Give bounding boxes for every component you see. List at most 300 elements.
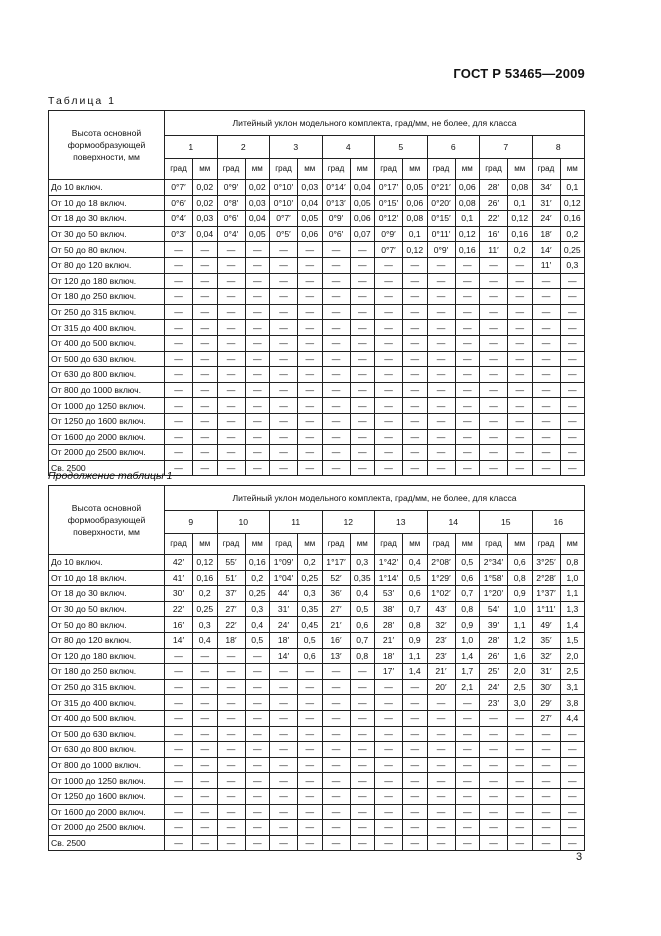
unit-header-degrees: град [165, 534, 193, 555]
table-row [49, 445, 585, 461]
slope-mm-cell: — [455, 773, 480, 789]
slope-degrees-cell: 11′ [480, 242, 508, 258]
slope-mm-cell: 0,03 [193, 211, 218, 227]
unit-header-degrees: град [375, 159, 403, 180]
slope-degrees-cell: — [427, 804, 455, 820]
slope-degrees-cell: — [427, 710, 455, 726]
slope-mm-cell: — [508, 367, 533, 383]
slope-mm-cell: — [298, 695, 323, 711]
slope-mm-cell: — [350, 835, 375, 851]
class-header: 13 [375, 511, 428, 534]
slope-degrees-cell: 36′ [322, 586, 350, 602]
slope-mm-cell: — [455, 695, 480, 711]
slope-table-classes-9-16 [48, 485, 585, 851]
slope-degrees-cell: 3°25′ [532, 555, 560, 571]
slope-degrees-cell: 0°3′ [165, 226, 193, 242]
slope-degrees-cell: — [532, 398, 560, 414]
slope-mm-cell: — [455, 710, 480, 726]
slope-degrees-cell: 28′ [480, 632, 508, 648]
row-label: От 10 до 18 включ. [49, 570, 165, 586]
slope-mm-cell: 0,16 [193, 570, 218, 586]
slope-mm-cell: 0,8 [350, 648, 375, 664]
slope-mm-cell: 0,02 [193, 180, 218, 196]
slope-degrees-cell: — [270, 289, 298, 305]
slope-mm-cell: — [560, 398, 585, 414]
slope-mm-cell: — [455, 835, 480, 851]
slope-degrees-cell: — [480, 289, 508, 305]
slope-degrees-cell: 23′ [427, 648, 455, 664]
slope-mm-cell: — [403, 820, 428, 836]
slope-degrees-cell: — [427, 289, 455, 305]
unit-header-degrees: град [322, 159, 350, 180]
slope-degrees-cell: 18′ [532, 226, 560, 242]
slope-mm-cell: 0,08 [403, 211, 428, 227]
table-row [49, 679, 585, 695]
slope-degrees-cell: — [480, 804, 508, 820]
row-label: Св. 2500 [49, 835, 165, 851]
slope-mm-cell: 0,1 [403, 226, 428, 242]
slope-degrees-cell: — [480, 304, 508, 320]
slope-mm-cell: — [245, 835, 270, 851]
slope-degrees-cell: — [480, 710, 508, 726]
slope-mm-cell: 0,07 [350, 226, 375, 242]
slope-degrees-cell: — [427, 335, 455, 351]
slope-mm-cell: — [193, 351, 218, 367]
slope-degrees-cell: — [270, 695, 298, 711]
slope-degrees-cell: — [165, 788, 193, 804]
slope-mm-cell: — [193, 320, 218, 336]
slope-degrees-cell: — [427, 820, 455, 836]
row-label: От 800 до 1000 включ. [49, 382, 165, 398]
slope-degrees-cell: 24′ [270, 617, 298, 633]
slope-mm-cell: — [508, 382, 533, 398]
row-label: От 630 до 800 включ. [49, 367, 165, 383]
slope-degrees-cell: 27′ [322, 601, 350, 617]
class-header: 2 [217, 136, 270, 159]
table-row [49, 742, 585, 758]
slope-mm-cell: — [193, 289, 218, 305]
slope-mm-cell: — [455, 788, 480, 804]
slope-degrees-cell: — [532, 773, 560, 789]
slope-degrees-cell: 0°21′ [427, 180, 455, 196]
slope-degrees-cell: — [270, 820, 298, 836]
unit-header-degrees: град [217, 534, 245, 555]
slope-degrees-cell: — [270, 242, 298, 258]
slope-degrees-cell: 0°10′ [270, 195, 298, 211]
slope-mm-cell: — [403, 335, 428, 351]
slope-mm-cell: — [245, 773, 270, 789]
table-row [49, 804, 585, 820]
slope-mm-cell: — [508, 320, 533, 336]
unit-header-mm: мм [298, 159, 323, 180]
slope-degrees-cell: — [375, 367, 403, 383]
slope-mm-cell: 0,3 [245, 601, 270, 617]
slope-mm-cell: — [403, 835, 428, 851]
slope-mm-cell: — [403, 304, 428, 320]
slope-mm-cell: — [245, 445, 270, 461]
slope-degrees-cell: — [270, 804, 298, 820]
slope-mm-cell: — [508, 742, 533, 758]
slope-mm-cell: 0,2 [193, 586, 218, 602]
slope-degrees-cell: — [217, 804, 245, 820]
slope-degrees-cell: — [165, 757, 193, 773]
slope-mm-cell: 0,16 [560, 211, 585, 227]
slope-mm-cell: 0,05 [350, 195, 375, 211]
slope-mm-cell: — [298, 257, 323, 273]
slope-mm-cell: 0,08 [508, 180, 533, 196]
row-label: От 1250 до 1600 включ. [49, 413, 165, 429]
slope-mm-cell: — [455, 367, 480, 383]
slope-degrees-cell: — [322, 351, 350, 367]
slope-mm-cell: 0,5 [245, 632, 270, 648]
slope-degrees-cell: 0°6′ [217, 211, 245, 227]
slope-degrees-cell: 11′ [532, 257, 560, 273]
slope-degrees-cell: — [270, 320, 298, 336]
table-row [49, 664, 585, 680]
slope-mm-cell: — [193, 242, 218, 258]
slope-mm-cell: — [193, 335, 218, 351]
class-header: 11 [270, 511, 323, 534]
slope-degrees-cell: — [217, 273, 245, 289]
table-row [49, 632, 585, 648]
slope-mm-cell: — [193, 273, 218, 289]
slope-degrees-cell: 0°11′ [427, 226, 455, 242]
unit-header-degrees: град [375, 534, 403, 555]
slope-degrees-cell: — [270, 757, 298, 773]
unit-header-mm: мм [560, 159, 585, 180]
slope-mm-cell: 0,03 [298, 180, 323, 196]
slope-mm-cell: 1,7 [455, 664, 480, 680]
slope-degrees-cell: 38′ [375, 601, 403, 617]
slope-degrees-cell: 22′ [165, 601, 193, 617]
slope-degrees-cell: — [165, 242, 193, 258]
slope-degrees-cell: — [270, 257, 298, 273]
slope-degrees-cell: — [270, 351, 298, 367]
slope-degrees-cell: — [532, 460, 560, 476]
slope-degrees-cell: — [375, 773, 403, 789]
table-row [49, 304, 585, 320]
slope-mm-cell: 0,9 [403, 632, 428, 648]
row-label: От 50 до 80 включ. [49, 242, 165, 258]
slope-degrees-cell: 30′ [165, 586, 193, 602]
class-header: 5 [375, 136, 428, 159]
slope-degrees-cell: — [165, 289, 193, 305]
slope-degrees-cell: — [270, 679, 298, 695]
slope-mm-cell: — [508, 398, 533, 414]
slope-mm-cell: 0,5 [403, 570, 428, 586]
slope-degrees-cell: 18′ [375, 648, 403, 664]
slope-degrees-cell: — [217, 695, 245, 711]
slope-mm-cell: — [508, 445, 533, 461]
slope-degrees-cell: — [375, 835, 403, 851]
slope-degrees-cell: — [427, 445, 455, 461]
slope-degrees-cell: — [480, 413, 508, 429]
slope-mm-cell: — [298, 304, 323, 320]
row-label: От 18 до 30 включ. [49, 211, 165, 227]
row-label: От 50 до 80 включ. [49, 617, 165, 633]
slope-degrees-cell: 43′ [427, 601, 455, 617]
column-group-title: Литейный уклон модельного комплекта, град/мм, не более, для класса [165, 111, 585, 136]
slope-mm-cell: — [350, 320, 375, 336]
row-label: От 30 до 50 включ. [49, 226, 165, 242]
slope-mm-cell: — [560, 742, 585, 758]
slope-mm-cell: — [298, 351, 323, 367]
slope-degrees-cell: — [480, 429, 508, 445]
table-row [49, 835, 585, 851]
slope-degrees-cell: — [165, 835, 193, 851]
slope-degrees-cell: 14′ [165, 632, 193, 648]
slope-mm-cell: — [193, 398, 218, 414]
slope-degrees-cell: 41′ [165, 570, 193, 586]
slope-mm-cell: — [403, 757, 428, 773]
slope-mm-cell: — [245, 820, 270, 836]
slope-mm-cell: — [298, 320, 323, 336]
slope-degrees-cell: — [217, 788, 245, 804]
slope-mm-cell: 0,4 [350, 586, 375, 602]
slope-degrees-cell: — [165, 351, 193, 367]
slope-degrees-cell: — [427, 757, 455, 773]
slope-degrees-cell: — [217, 648, 245, 664]
slope-degrees-cell: — [165, 367, 193, 383]
slope-mm-cell: — [403, 289, 428, 305]
slope-degrees-cell: — [532, 335, 560, 351]
row-label: От 1250 до 1600 включ. [49, 788, 165, 804]
table-row [49, 257, 585, 273]
slope-degrees-cell: — [375, 398, 403, 414]
slope-degrees-cell: 18′ [217, 632, 245, 648]
unit-header-mm: мм [455, 534, 480, 555]
slope-mm-cell: 0,25 [193, 601, 218, 617]
slope-degrees-cell: — [217, 413, 245, 429]
slope-degrees-cell: 31′ [532, 664, 560, 680]
unit-header-mm: мм [560, 534, 585, 555]
slope-mm-cell: — [298, 788, 323, 804]
slope-mm-cell: 0,2 [298, 555, 323, 571]
slope-degrees-cell: 21′ [322, 617, 350, 633]
slope-degrees-cell: 0°7′ [375, 242, 403, 258]
slope-mm-cell: — [560, 820, 585, 836]
row-label: От 500 до 630 включ. [49, 726, 165, 742]
slope-degrees-cell: — [375, 382, 403, 398]
slope-mm-cell: — [245, 257, 270, 273]
slope-degrees-cell: — [375, 710, 403, 726]
slope-degrees-cell: 26′ [480, 648, 508, 664]
slope-mm-cell: — [455, 382, 480, 398]
slope-mm-cell: 2,0 [508, 664, 533, 680]
slope-mm-cell: — [245, 695, 270, 711]
slope-degrees-cell: — [217, 460, 245, 476]
unit-header-degrees: град [532, 534, 560, 555]
slope-mm-cell: — [403, 710, 428, 726]
row-label: От 315 до 400 включ. [49, 320, 165, 336]
slope-degrees-cell: — [217, 382, 245, 398]
slope-degrees-cell: 28′ [375, 617, 403, 633]
slope-degrees-cell: 55′ [217, 555, 245, 571]
slope-mm-cell: — [350, 382, 375, 398]
slope-mm-cell: — [245, 335, 270, 351]
slope-degrees-cell: — [532, 351, 560, 367]
slope-mm-cell: — [455, 320, 480, 336]
slope-mm-cell: — [193, 710, 218, 726]
slope-degrees-cell: — [322, 320, 350, 336]
slope-degrees-cell: — [165, 273, 193, 289]
slope-mm-cell: — [298, 742, 323, 758]
slope-degrees-cell: 14′ [270, 648, 298, 664]
slope-mm-cell: — [350, 788, 375, 804]
slope-degrees-cell: 1°11′ [532, 601, 560, 617]
slope-degrees-cell: — [165, 335, 193, 351]
slope-mm-cell: — [298, 413, 323, 429]
table-row [49, 757, 585, 773]
class-header: 3 [270, 136, 323, 159]
slope-mm-cell: — [403, 367, 428, 383]
unit-header-degrees: град [427, 534, 455, 555]
slope-mm-cell: — [298, 773, 323, 789]
slope-degrees-cell: — [322, 788, 350, 804]
class-header: 6 [427, 136, 480, 159]
slope-degrees-cell: — [427, 398, 455, 414]
slope-mm-cell: — [455, 257, 480, 273]
slope-mm-cell: — [245, 710, 270, 726]
slope-mm-cell: 0,5 [455, 555, 480, 571]
slope-mm-cell: 0,9 [508, 586, 533, 602]
slope-mm-cell: — [560, 367, 585, 383]
slope-degrees-cell: 2°08′ [427, 555, 455, 571]
slope-mm-cell: 0,45 [298, 617, 323, 633]
table-row [49, 180, 585, 196]
slope-mm-cell: — [403, 429, 428, 445]
unit-header-degrees: град [480, 534, 508, 555]
slope-degrees-cell: — [532, 804, 560, 820]
slope-mm-cell: — [403, 695, 428, 711]
slope-degrees-cell: — [427, 788, 455, 804]
slope-mm-cell: — [193, 757, 218, 773]
slope-degrees-cell: 32′ [532, 648, 560, 664]
row-label: От 1600 до 2000 включ. [49, 804, 165, 820]
table-row [49, 726, 585, 742]
table-row [49, 773, 585, 789]
slope-mm-cell: — [193, 820, 218, 836]
slope-mm-cell: 1,1 [508, 617, 533, 633]
slope-mm-cell: 2,5 [560, 664, 585, 680]
slope-mm-cell: — [350, 429, 375, 445]
slope-degrees-cell: 0°4′ [165, 211, 193, 227]
row-label: От 1000 до 1250 включ. [49, 773, 165, 789]
slope-degrees-cell: 1°04′ [270, 570, 298, 586]
slope-degrees-cell: — [427, 773, 455, 789]
slope-table-classes-1-8 [48, 110, 585, 476]
slope-mm-cell: — [298, 273, 323, 289]
unit-header-mm: мм [350, 159, 375, 180]
slope-degrees-cell: — [480, 788, 508, 804]
row-label: От 2000 до 2500 включ. [49, 820, 165, 836]
slope-mm-cell: 0,8 [403, 617, 428, 633]
slope-degrees-cell: 1°42′ [375, 555, 403, 571]
slope-mm-cell: — [350, 304, 375, 320]
slope-mm-cell: — [508, 429, 533, 445]
slope-mm-cell: — [508, 820, 533, 836]
slope-degrees-cell: 0°20′ [427, 195, 455, 211]
slope-mm-cell: — [560, 773, 585, 789]
row-label: От 250 до 315 включ. [49, 679, 165, 695]
slope-degrees-cell: 0°6′ [322, 226, 350, 242]
slope-degrees-cell: — [322, 695, 350, 711]
slope-degrees-cell: 16′ [165, 617, 193, 633]
slope-mm-cell: — [193, 664, 218, 680]
slope-degrees-cell: — [270, 273, 298, 289]
row-label: От 315 до 400 включ. [49, 695, 165, 711]
slope-mm-cell: 0,6 [508, 555, 533, 571]
slope-mm-cell: 0,2 [245, 570, 270, 586]
slope-mm-cell: 2,5 [508, 679, 533, 695]
slope-mm-cell: — [350, 820, 375, 836]
slope-mm-cell: 1,1 [403, 648, 428, 664]
row-label: От 120 до 180 включ. [49, 648, 165, 664]
slope-degrees-cell: 13′ [322, 648, 350, 664]
slope-mm-cell: — [350, 445, 375, 461]
slope-degrees-cell: — [270, 664, 298, 680]
slope-degrees-cell: — [480, 460, 508, 476]
slope-degrees-cell: — [375, 304, 403, 320]
slope-degrees-cell: 0°9′ [375, 226, 403, 242]
slope-mm-cell: 0,3 [193, 617, 218, 633]
slope-mm-cell: — [455, 398, 480, 414]
slope-degrees-cell: — [322, 257, 350, 273]
slope-degrees-cell: 0°15′ [427, 211, 455, 227]
slope-mm-cell: — [560, 726, 585, 742]
slope-mm-cell: — [193, 726, 218, 742]
slope-degrees-cell: 0°6′ [165, 195, 193, 211]
slope-mm-cell: — [350, 773, 375, 789]
slope-mm-cell: — [350, 367, 375, 383]
slope-mm-cell: 0,25 [298, 570, 323, 586]
slope-mm-cell: — [508, 304, 533, 320]
slope-mm-cell: — [455, 429, 480, 445]
slope-degrees-cell: — [165, 664, 193, 680]
slope-mm-cell: — [298, 367, 323, 383]
slope-mm-cell: — [560, 429, 585, 445]
class-header: 14 [427, 511, 480, 534]
slope-mm-cell: — [193, 429, 218, 445]
row-label: От 800 до 1000 включ. [49, 757, 165, 773]
slope-mm-cell: — [298, 460, 323, 476]
slope-mm-cell: 0,12 [560, 195, 585, 211]
table-row [49, 211, 585, 227]
slope-degrees-cell: — [480, 835, 508, 851]
row-label: От 1600 до 2000 включ. [49, 429, 165, 445]
slope-degrees-cell: — [270, 742, 298, 758]
slope-mm-cell: — [245, 757, 270, 773]
slope-degrees-cell: — [532, 382, 560, 398]
slope-degrees-cell: 44′ [270, 586, 298, 602]
slope-degrees-cell: — [322, 367, 350, 383]
slope-degrees-cell: 2°34′ [480, 555, 508, 571]
slope-degrees-cell: — [165, 820, 193, 836]
slope-degrees-cell: — [165, 773, 193, 789]
slope-degrees-cell: — [532, 788, 560, 804]
slope-degrees-cell: — [322, 820, 350, 836]
slope-mm-cell: 0,02 [193, 195, 218, 211]
slope-mm-cell: — [455, 445, 480, 461]
slope-mm-cell: — [508, 804, 533, 820]
row-label: От 10 до 18 включ. [49, 195, 165, 211]
slope-mm-cell: — [298, 710, 323, 726]
slope-degrees-cell: — [270, 335, 298, 351]
table-row [49, 335, 585, 351]
slope-mm-cell: — [560, 304, 585, 320]
slope-degrees-cell: — [270, 429, 298, 445]
slope-mm-cell: — [560, 835, 585, 851]
